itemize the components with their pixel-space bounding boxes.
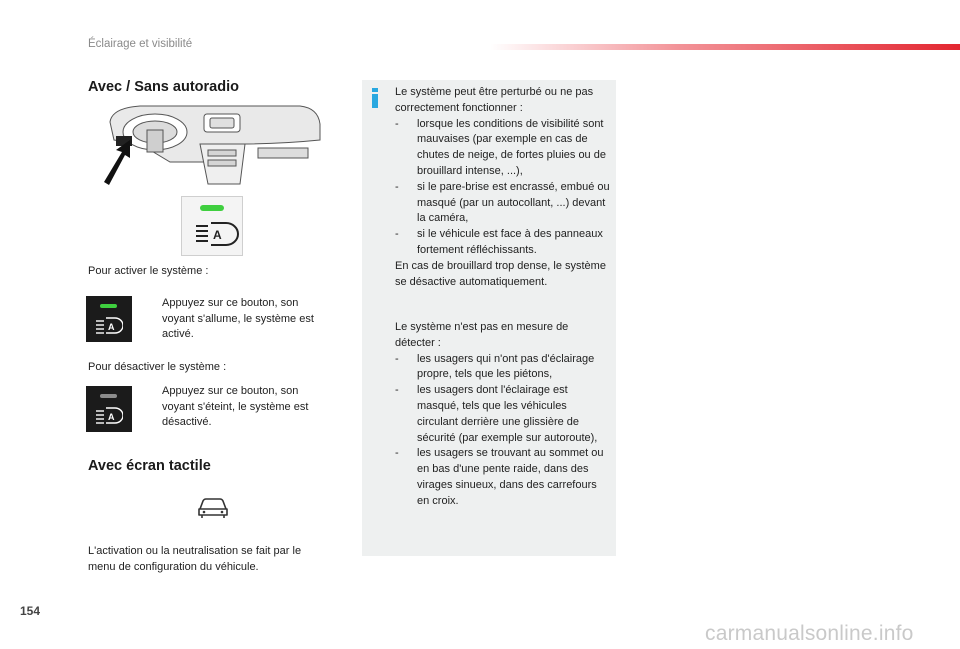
deactivate-instruction	[140, 384, 330, 431]
svg-text:A: A	[213, 228, 222, 242]
info-panel	[362, 80, 616, 556]
list-item: - lorsque les conditions de visibilité sont mauvaises (par exemple en cas de chutes de neige, de fortes pluies ou de brouillard intense, ...),	[395, 117, 610, 180]
activate-instruction	[140, 296, 330, 343]
info-block1-outro: En cas de brouillard trop dense, le système se désactive automatiquement.	[395, 259, 606, 288]
list-dash: -	[395, 352, 399, 365]
touchscreen-text: L'activation ou la neutralisation se fait par le menu de configuration du véhicule.	[88, 545, 302, 573]
list-item: - si le pare-brise est encrassé, embué ou masqué (par un autocollant, ...) devant la caméra,	[395, 180, 610, 227]
info-icon	[370, 88, 380, 108]
info-block-perturbations	[395, 85, 610, 290]
list-item: - les usagers qui n'ont pas d'éclairage propre, tels que les piétons,	[395, 352, 610, 384]
auto-headlamp-icon	[95, 405, 123, 425]
list-dash: -	[395, 384, 399, 397]
watermark: carmanualsonline.info	[705, 622, 914, 645]
bullet-glyph	[140, 384, 162, 431]
list-item: - si le véhicule est face à des panneaux fortement réfléchissants.	[395, 227, 610, 259]
led-on-indicator	[100, 304, 117, 308]
list-item: - les usagers se trouvant au sommet ou en bas d'une pente raide, dans des virages sinueux, dans des carrefours en croix.	[395, 446, 610, 509]
button-off-thumbnail	[86, 386, 132, 432]
list-dash: -	[395, 117, 399, 130]
bullet-glyph	[140, 296, 162, 343]
svg-text:A: A	[108, 322, 115, 332]
section-title-touchscreen: Avec écran tactile	[88, 458, 211, 474]
list-item: - les usagers dont l'éclairage est masqué, tels que les véhicules circulant derrière une glissière de sécurité (par exemple sur autoroute),	[395, 383, 610, 446]
car-icon	[197, 496, 229, 520]
info-block2-intro: Le système n'est pas en mesure de détecter :	[395, 321, 569, 349]
svg-text:A: A	[108, 412, 115, 422]
activate-label: Pour activer le système :	[88, 265, 209, 277]
list-dash: -	[395, 228, 399, 241]
button-on-thumbnail	[86, 296, 132, 342]
section-title-autoradio: Avec / Sans autoradio	[88, 79, 239, 95]
deactivate-text: Appuyez sur ce bouton, son voyant s'éteint, le système est désactivé.	[162, 385, 309, 428]
deactivate-label: Pour désactiver le système :	[88, 361, 227, 373]
light-button-closeup	[181, 196, 243, 256]
activate-text: Appuyez sur ce bouton, son voyant s'allume, le système est activé.	[162, 297, 314, 340]
auto-headlamp-icon	[95, 315, 123, 335]
info-block1-intro: Le système peut être perturbé ou ne pas correctement fonctionner :	[395, 86, 594, 114]
dashboard-illustration	[100, 100, 325, 190]
header-accent-line	[490, 44, 960, 50]
auto-headlamp-icon	[182, 197, 244, 257]
info-block-detection-limits	[395, 320, 610, 510]
section-header-title: Éclairage et visibilité	[88, 38, 193, 50]
list-dash: -	[395, 447, 399, 460]
page-number: 154	[20, 604, 41, 618]
led-off-indicator	[100, 394, 117, 398]
list-dash: -	[395, 180, 399, 193]
